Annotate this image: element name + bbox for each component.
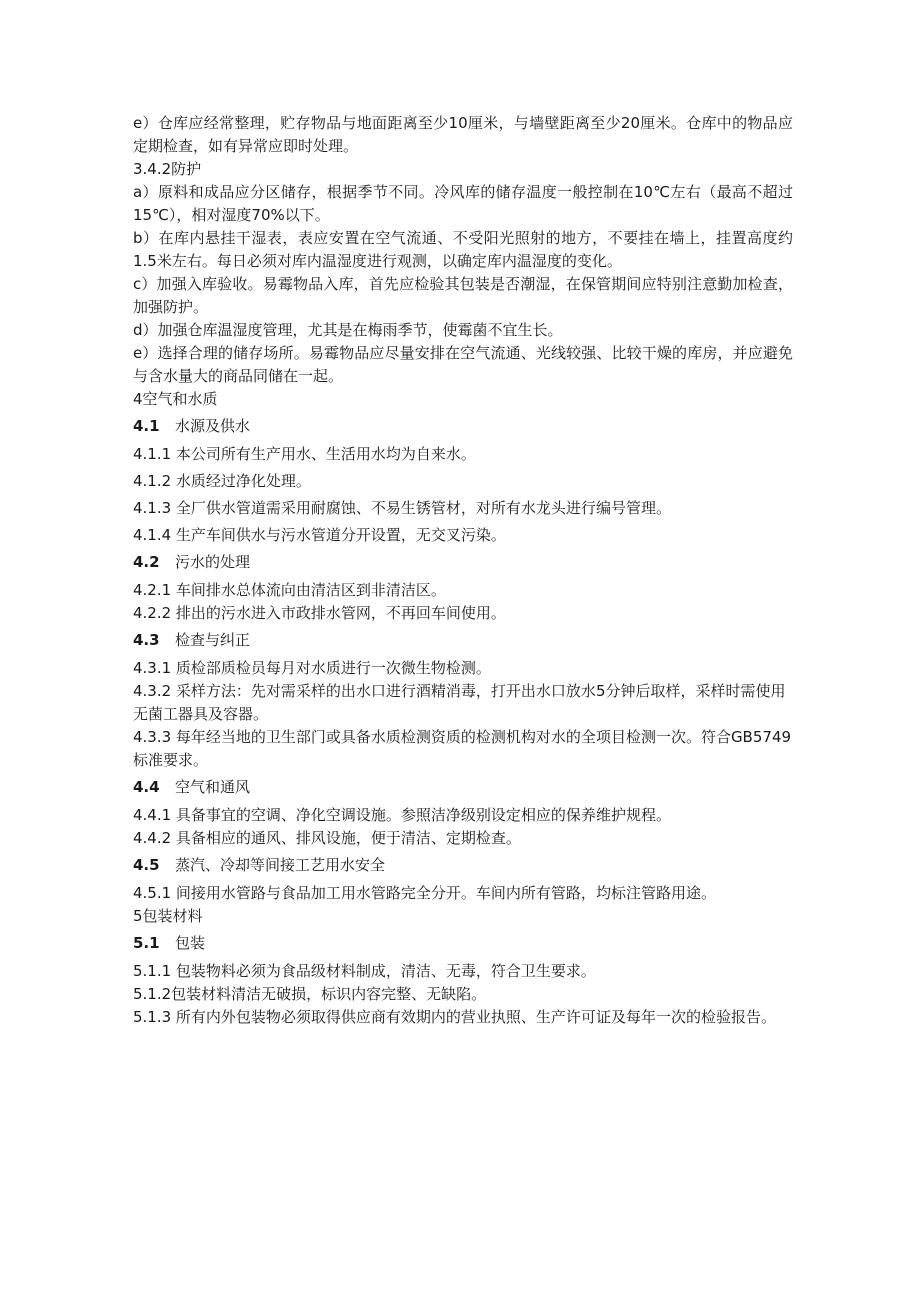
section-title: 空气和通风	[175, 778, 251, 796]
section-number: 4.2	[133, 553, 160, 571]
protection-item-d: d）加强仓库温湿度管理，尤其是在梅雨季节，使霉菌不宜生长。	[133, 321, 563, 339]
protection-item-c: c）加强入库验收。易霉物品入库，首先应检验其包装是否潮湿，在保管期间应特别注意勤加检查，加强防护。	[133, 275, 793, 316]
section-number: 4.5	[133, 856, 160, 874]
clause-3-4-2-heading: 3.4.2防护	[133, 160, 202, 178]
clause-4-3-3: 4.3.3 每年经当地的卫生部门或具备水质检测资质的检测机构对水的全项目检测一次。符合GB5749标准要求。	[133, 728, 792, 769]
clause-4-1-1: 4.1.1 本公司所有生产用水、生活用水均为自来水。	[133, 445, 476, 463]
section-5-1-heading	[133, 932, 793, 955]
section-4-heading: 4空气和水质	[133, 390, 218, 408]
clause-4-1-4: 4.1.4 生产车间供水与污水管道分开设置，无交叉污染。	[133, 526, 506, 544]
section-number: 4.1	[133, 417, 160, 435]
clause-5-1-2: 5.1.2包装材料清洁无破损，标识内容完整、无缺陷。	[133, 985, 487, 1003]
section-title: 包装	[175, 934, 206, 952]
clause-4-1-3: 4.1.3 全厂供水管道需采用耐腐蚀、不易生锈管材，对所有水龙头进行编号管理。	[133, 499, 671, 517]
section-4-4-heading	[133, 776, 793, 799]
clause-4-2-2: 4.2.2 排出的污水进入市政排水管网，不再回车间使用。	[133, 604, 506, 622]
document-body	[133, 112, 793, 1029]
section-title: 水源及供水	[175, 417, 251, 435]
section-title: 蒸汽、冷却等间接工艺用水安全	[175, 856, 386, 874]
protection-item-e: e）选择合理的储存场所。易霉物品应尽量安排在空气流通、光线较强、比较干燥的库房，并应避免与含水量大的商品同储在一起。	[133, 344, 793, 385]
section-4-5-heading	[133, 854, 793, 877]
section-4-2-heading	[133, 551, 793, 574]
clause-4-4-1: 4.4.1 具备事宜的空调、净化空调设施。参照洁净级别设定相应的保养维护规程。	[133, 806, 671, 824]
storage-item-e: e）仓库应经常整理，贮存物品与地面距离至少10厘米，与墙壁距离至少20厘米。仓库中的物品应定期检查，如有异常应即时处理。	[133, 114, 793, 155]
section-title: 污水的处理	[175, 553, 251, 571]
clause-5-1-3: 5.1.3 所有内外包装物必须取得供应商有效期内的营业执照、生产许可证及每年一次的检验报告。	[133, 1008, 776, 1026]
section-number: 4.3	[133, 631, 160, 649]
clause-4-5-1: 4.5.1 间接用水管路与食品加工用水管路完全分开。车间内所有管路，均标注管路用途。	[133, 884, 716, 902]
protection-item-a: a）原料和成品应分区储存，根据季节不同。冷风库的储存温度一般控制在10℃左右（最高不超过15℃），相对湿度70%以下。	[133, 183, 793, 224]
section-title: 检查与纠正	[175, 631, 251, 649]
section-number: 5.1	[133, 934, 160, 952]
section-4-1-heading	[133, 415, 793, 438]
section-number: 4.4	[133, 778, 160, 796]
clause-4-3-1: 4.3.1 质检部质检员每月对水质进行一次微生物检测。	[133, 659, 491, 677]
clause-4-4-2: 4.4.2 具备相应的通风、排风设施，便于清洁、定期检查。	[133, 829, 521, 847]
protection-item-b: b）在库内悬挂干湿表，表应安置在空气流通、不受阳光照射的地方，不要挂在墙上，挂置高度约1.5米左右。每日必须对库内温湿度进行观测，以确定库内温湿度的变化。	[133, 229, 793, 270]
section-5-heading: 5包装材料	[133, 907, 203, 925]
clause-4-2-1: 4.2.1 车间排水总体流向由清洁区到非清洁区。	[133, 581, 446, 599]
clause-4-1-2: 4.1.2 水质经过净化处理。	[133, 472, 311, 490]
section-4-3-heading	[133, 629, 793, 652]
clause-4-3-2: 4.3.2 采样方法：先对需采样的出水口进行酒精消毒，打开出水口放水5分钟后取样，采样时需使用无菌工器具及容器。	[133, 682, 786, 723]
clause-5-1-1: 5.1.1 包装物料必须为食品级材料制成，清洁、无毒，符合卫生要求。	[133, 962, 596, 980]
